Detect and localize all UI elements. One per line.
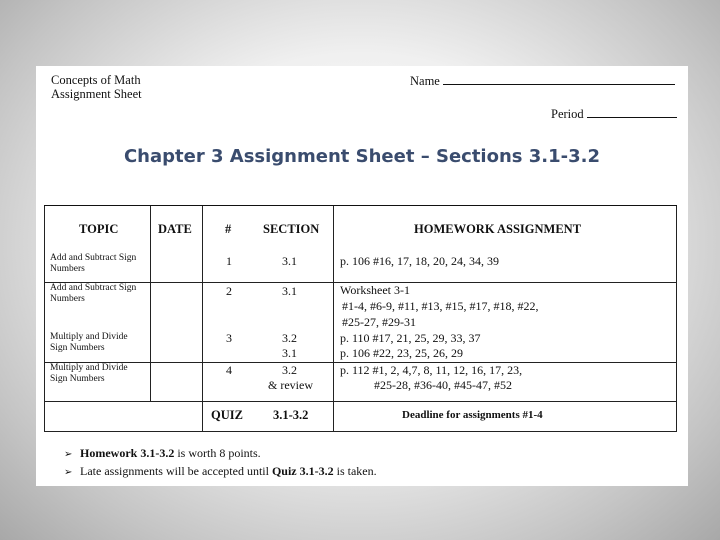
row-homework: Worksheet 3-1 — [340, 283, 411, 297]
row-homework: p. 110 #17, 21, 25, 29, 33, 37 — [340, 331, 481, 345]
col-header-number: # — [225, 222, 232, 236]
page-title: Chapter 3 Assignment Sheet – Sections 3.1-3.2 — [123, 146, 601, 167]
grid-line — [150, 206, 151, 401]
note-item — [64, 445, 377, 463]
col-header-homework: HOMEWORK ASSIGNMENT — [414, 222, 582, 236]
grid-line — [333, 206, 334, 431]
col-header-topic: TOPIC — [79, 222, 119, 236]
row-homework: p. 106 #16, 17, 18, 20, 24, 34, 39 — [340, 254, 499, 268]
period-field — [551, 106, 677, 122]
name-field — [410, 73, 675, 89]
col-header-date: DATE — [158, 222, 192, 236]
note-text: is taken. — [333, 464, 377, 478]
row-section: 3.2 — [282, 331, 297, 345]
row-topic: Add and Subtract Sign Numbers — [50, 283, 137, 304]
row-section: 3.1 — [282, 346, 297, 360]
note-text: Late assignments will be accepted until — [80, 464, 272, 478]
sheet-name: Assignment Sheet — [51, 87, 142, 101]
row-topic: Multiply and Divide Sign Numbers — [50, 363, 128, 384]
row-section: 3.1 — [282, 284, 297, 298]
row-section: 3.1 — [282, 254, 297, 268]
period-blank-line — [587, 106, 677, 118]
row-section: & review — [268, 378, 313, 392]
arrow-bullet-icon: ➢ — [64, 467, 73, 478]
arrow-bullet-icon: ➢ — [64, 449, 73, 460]
sheet-header-left — [51, 73, 142, 101]
row-number: 4 — [226, 363, 232, 377]
row-number: 3 — [226, 331, 232, 345]
row-number: 2 — [226, 284, 232, 298]
name-label: Name — [410, 74, 440, 88]
row-section: 3.2 — [282, 363, 297, 377]
grid-line — [44, 401, 677, 402]
name-blank-line — [443, 73, 675, 85]
course-name: Concepts of Math — [51, 73, 141, 87]
row-homework: p. 112 #1, 2, 4,7, 8, 11, 12, 16, 17, 23, — [340, 363, 523, 377]
grid-line — [44, 206, 45, 431]
table-top-border — [44, 205, 677, 206]
assignment-sheet — [36, 66, 688, 486]
period-label: Period — [551, 107, 584, 121]
note-emphasis: Quiz 3.1-3.2 — [271, 464, 334, 478]
row-topic: Add and Subtract Sign Numbers — [50, 253, 137, 274]
notes-list — [64, 445, 377, 481]
row-homework: #1-4, #6-9, #11, #13, #15, #17, #18, #22, — [342, 299, 539, 313]
row-number: 1 — [226, 254, 232, 268]
grid-line — [202, 206, 203, 431]
note-emphasis: Homework 3.1-3.2 — [80, 446, 175, 460]
note-text: is worth 8 points. — [174, 446, 261, 460]
quiz-section: 3.1-3.2 — [273, 408, 309, 422]
quiz-label: QUIZ — [211, 408, 243, 422]
row-homework: #25-28, #36-40, #45-47, #52 — [374, 378, 512, 392]
row-topic: Multiply and Divide Sign Numbers — [50, 332, 128, 353]
row-homework: #25-27, #29-31 — [342, 315, 416, 329]
grid-line — [44, 431, 677, 432]
row-homework: p. 106 #22, 23, 25, 26, 29 — [340, 346, 463, 360]
col-header-section: SECTION — [263, 222, 320, 236]
note-item — [64, 463, 377, 481]
grid-line — [676, 206, 677, 431]
quiz-deadline: Deadline for assignments #1-4 — [402, 409, 543, 421]
